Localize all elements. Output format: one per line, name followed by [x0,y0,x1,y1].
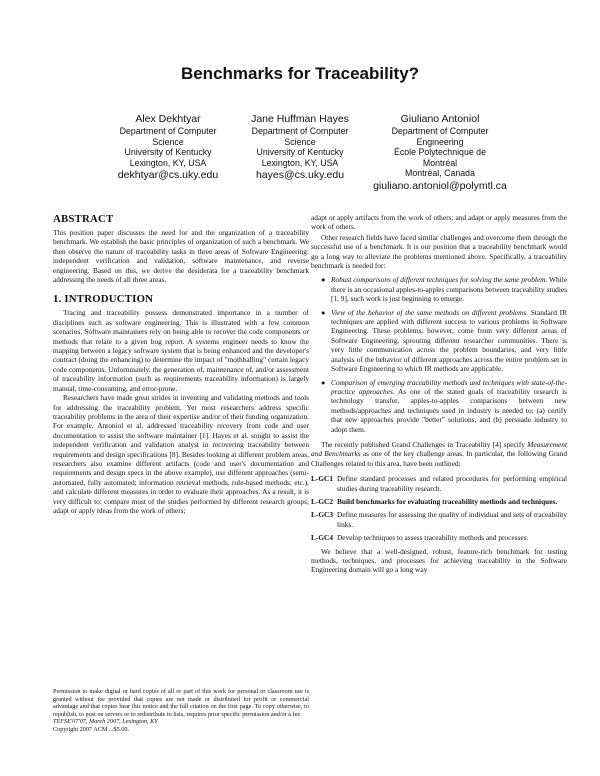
bullet-text: While there is an occasional apples-to-apples comparisons between traceability studies [1, 9], such work is just beginning to emerge. [331,275,568,304]
author-affiliation-line: University of Kentucky [256,147,344,157]
author-affiliation-line: Engineering [416,136,464,147]
continued-paragraph: adapt or apply artifacts from the work of others; and adapt or apply measures from the work of others. [311,213,567,232]
goal-text: Define measures for assessing the quality of individual and sets of traceability links. [337,510,567,529]
intro-paragraph-1: Tracing and traceability possess demonstrated importance in a number of disciplines such as software engineering. This is illustrated with a few common scenarios. Software maintainers rely on being able to recover the code components or methods that relate to a given bug report. A systems engineer needs to know the mapping between a legacy software system that is being enhanced and the developer's contract (doing the enhancing) to determine the impact of "mothballing" certain legacy code components. Unfortunately, the generation of, maintenance of, and/or assessment of traceability information (such as requirements traceability information) is largely manual, time-consuming, and error-prone. [53,308,309,393]
author-affiliation-line: Montréal, Canada [405,168,475,178]
bullet-text: As one of the stated goals of traceability research is technology transfer, apples-to-apples comparisons between new methods/approaches and techniques used in industry is needed to: (a) certify that new approaches provide "better" solutions, and (b) persuade industry to adopt them. [331,386,567,434]
author-name: Giuliano Antoniol [400,113,480,125]
list-item [321,275,568,304]
author-email: hayes@cs.uky.edu [255,169,345,181]
goal-item [311,533,567,542]
goal-text: Develop techniques to assess traceability methods and processes. [337,533,529,543]
bullet-lead: View of the behavior of the same methods on different problems. [331,307,529,317]
author-affiliation-line: Lexington, KY, USA [129,157,207,168]
benchmark-need-paragraph: Other research fields have faced similar challenges and overcome them through the successful use of a benchmark. It is our position that a traceability benchmark would go a long way to alleviate the problems mentioned above. Specifically, a traceability benchmark is needed for: [311,232,567,271]
author-name: Jane Huffman Hayes [251,113,349,125]
author-affiliation-line: Science [152,136,184,147]
right-column [311,213,567,575]
author-block-2 [225,112,375,182]
list-item [321,307,567,374]
abstract-text: This position paper discusses the need for and the organization of a traceability benchmark. We establish the basic principles of organization of such a benchmark. We then observe the nature of traceability tasks in three areas of Software Engineering: independent verification and validation, software maintenance, and reverse engineering. Based on this, we derive the desiderata for a traceability benchmark addressing the needs of all three areas. [53,228,309,285]
needs-list [311,275,567,434]
goal-label: L-GC3 [311,510,334,520]
author-name: Alex Dekhtyar [135,113,201,125]
author-block-3 [360,112,520,193]
permission-notice: Permission to make digital or hard copies of all or part of this work for personal or classroom use is granted without fee provided that copies are not made or distributed for profit or commercial advantage and that copies bear this notice and the full citation on the first page. To copy otherwise, to republish, to post on servers or to redistribute to lists, requires prior specific permission and/or a fee. [53,688,309,718]
bullet-lead: Comparison of emerging traceability methods and techniques with state-of-the-practice approaches. [331,377,567,396]
intro-paragraph-2: Researchers have made great strides in inventing and validating methods and tools for addressing the traceability problem. Yet most researchers address specific traceability problems in the area of their expertise and/or of their funding organization. For example, Antoniol et al. addressed traceability recovery from code and user documentation to assist the software maintainer [1]. Hayes et al. sought to assist the independent verification and validation analyst in recovering traceability between requirements and design specifications [8]. Besides looking at different problem areas, researchers also examine different artifacts (code and user's documentation and requirements and design specs in the above example), use different approaches (semi-automated, fully automated; information retrieval methods, rule-based methods; etc.), and calculate different measures in order to evaluate their approaches. As a result, it is very difficult to: compare most of the studies performed by different research groups; adapt or apply ideas from the work of others; [53,393,309,515]
goal-item [311,510,567,529]
goal-text: Define standard processes and related procedures for performing empirical studies during traceability research. [337,474,567,493]
author-affiliation-line: University of Kentucky [124,147,212,157]
abstract-heading: ABSTRACT [53,213,114,225]
goal-label: L-GC1 [311,474,334,484]
bullet-dot-icon: ● [321,377,326,387]
goal-text: Build benchmarks for evaluating traceability methods and techniques. [337,496,558,506]
left-column [53,213,309,515]
author-affiliation-line: Department of Computer [119,126,217,136]
author-affiliation-line: Montréal [422,157,458,168]
author-affiliation-line: Department of Computer [391,126,489,136]
author-affiliation-line: Lexington, KY, USA [261,157,339,168]
goal-label: L-GC2 [311,496,334,506]
author-email: giuliano.antoniol@polymtl.ca [373,179,507,192]
author-email: dekhtyar@cs.uky.edu [117,169,219,181]
grand-challenges-paragraph: The recently published Grand Challenges in Traceability [4] specify Measurement and Benchmarks as one of the key challenge areas. In particular, the following Grand Challenges related to this area, have been outlined: [311,439,568,468]
list-item [321,377,567,434]
bullet-dot-icon: ● [321,275,326,285]
closing-paragraph: We believe that a well-designed, robust, feature-rich benchmark for testing methods, techniques, and processes for achieving traceability in the Software Engineering domain will go a long way [311,546,567,575]
copyright-footnote [53,688,309,734]
introduction-heading: 1. INTRODUCTION [53,293,154,306]
author-affiliation-line: Science [284,136,316,147]
goal-item [311,474,567,493]
goal-label: L-GC4 [311,533,334,543]
author-affiliation-line: École Polytechnique de [394,147,486,157]
bullet-lead: Robust comparisons of different techniques for solving the same problem. [331,275,548,285]
author-block-1 [93,112,243,182]
bullet-dot-icon: ● [321,307,326,317]
bullet-text: Standard IR techniques are applied with different success to various problems in Software Engineering. These problems, however, come from very different areas of Software Engineering, sprouting different researcher communities. There is very little communication across the problem boundaries, and very little analysis of the behavior of different approaches across the entire problem set in Software Engineering to which IR methods are applicable. [331,307,567,374]
goal-item [311,497,567,506]
venue-line: TEFSE'07'07, March 2007, Lexington, KY [53,718,158,726]
author-affiliation-line: Department of Computer [251,126,349,136]
copyright-line: Copyright 2007 ACM ...$5.00. [53,725,129,733]
paper-title: Benchmarks for Traceability? [180,64,420,83]
